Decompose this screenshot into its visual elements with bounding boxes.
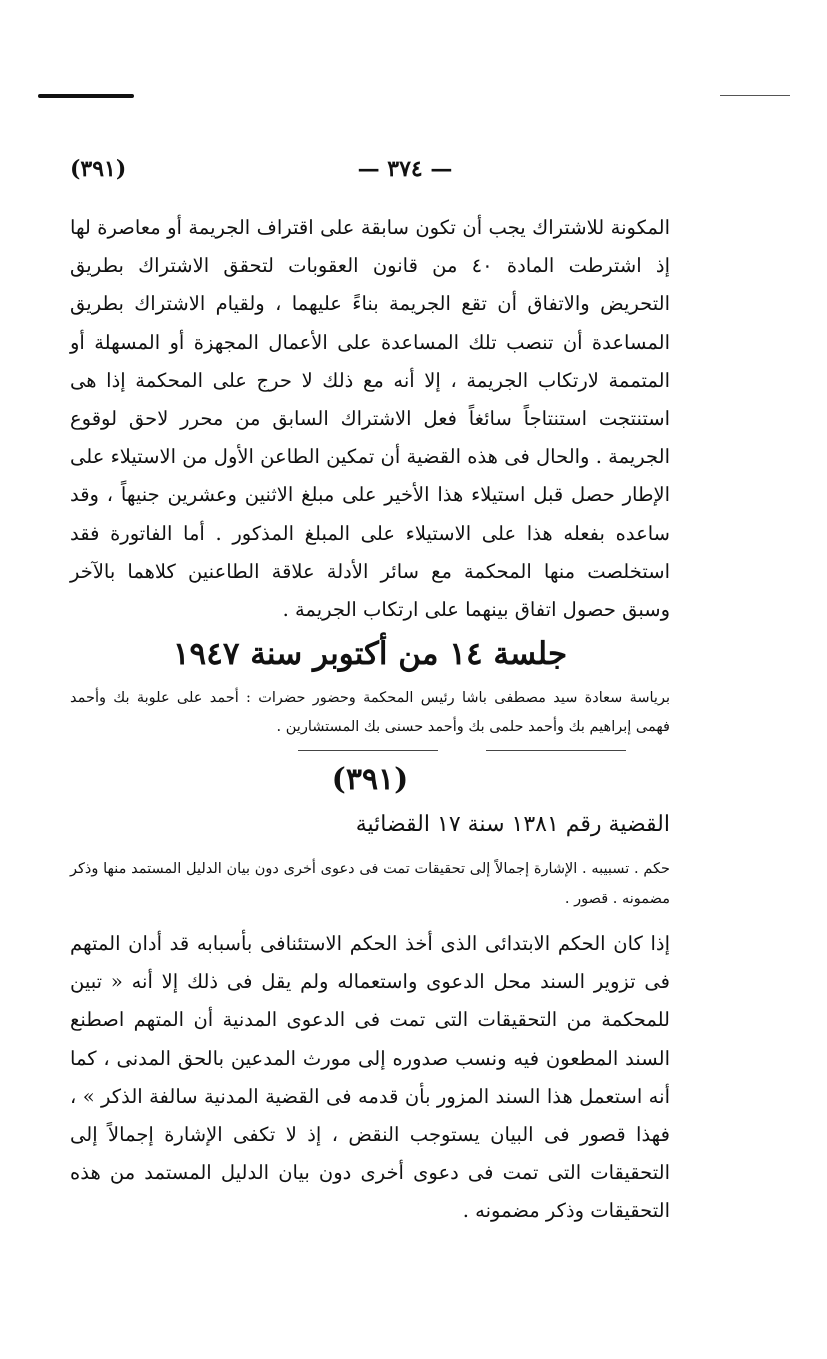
section-divider-left bbox=[298, 750, 438, 751]
top-right-rule bbox=[720, 95, 790, 96]
page-number: — ٣٧٤ — bbox=[357, 156, 453, 182]
case-title: القضية رقم ١٣٨١ سنة ١٧ القضائية bbox=[355, 812, 670, 837]
case-number: (٣٩١) bbox=[331, 762, 409, 797]
page-header bbox=[70, 156, 670, 188]
header-case-ref: (٣٩١) bbox=[70, 156, 127, 182]
case-headnote: حكم . تسبيبه . الإشارة إجمالاً إلى تحقيقات تمت فى دعوى أخرى دون بيان الدليل المستمد منها وذكر مضمونه . قصور . bbox=[70, 861, 670, 907]
top-left-rule bbox=[38, 94, 134, 98]
session-title: جلسة ١٤ من أكتوبر سنة ١٩٤٧ bbox=[172, 636, 568, 672]
paragraph-continuation: المكونة للاشتراك يجب أن تكون سابقة على اقتراف الجريمة أو معاصرة لها إذ اشترطت المادة ٤٠ من قانون العقوبات لتحقق الاشتراك بطريق التحريض والاتفاق أن تقع الجريمة بناءً عليهما ، ولقيام الاشتراك بطريق المساعدة أن تنصب تلك المساعدة على الأعمال المجهزة أو المسهلة أو المتممة لارتكاب الجريمة ، إلا أنه مع ذلك لا حرج على المحكمة إذا هى استنتجت استنتاجاً سائغاً فعل الاشتراك السابق من محرر لاحق لوقوع الجريمة . والحال فى هذه القضية أن تمكين الطاعن الأول من الاستيلاء على الإطار حصل قبل استيلاء هذا الأخير على مبلغ الاثنين وعشرين جنيهاً ، وقد ساعده بفعله هذا على الاستيلاء على المبلغ المذكور . أما الفاتورة فقد استخلصت منها المحكمة مع سائر الأدلة علاقة الطاعنين كلاهما بالآخر وسبق حصول اتفاق بينهما على ارتكاب الجريمة . bbox=[70, 216, 670, 622]
session-presidency: برياسة سعادة سيد مصطفى باشا رئيس المحكمة وحضور حضرات : أحمد على علوبة بك وأحمد فهمى إبراهيم بك وأحمد حلمى بك وأحمد حسنى بك المستشارين . bbox=[70, 690, 670, 735]
section-divider-right bbox=[486, 750, 626, 751]
paragraph-ruling: إذا كان الحكم الابتدائى الذى أخذ الحكم الاستئنافى بأسبابه قد أدان المتهم فى تزوير السند محل الدعوى واستعماله ولم يقل فى ذلك إلا أنه « تبين للمحكمة من التحقيقات التى تمت فى الدعوى المدنية أن المتهم اصطنع السند المطعون فيه ونسب صدوره إلى مورث المدعين بالحق المدنى ، كما أنه استعمل هذا السند المزور بأن قدمه فى القضية المدنية سالفة الذكر » ، فهذا قصور فى البيان يستوجب النقض ، إذ لا تكفى الإشارة إجمالاً إلى التحقيقات التى تمت فى دعوى أخرى دون بيان الدليل المستمد من هذه التحقيقات وذكر مضمونه . bbox=[70, 932, 670, 1223]
